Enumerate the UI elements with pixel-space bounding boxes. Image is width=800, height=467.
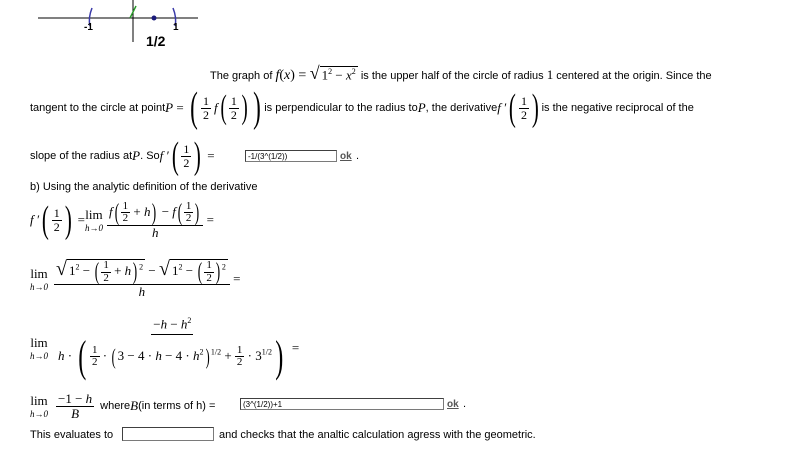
text-fragment: where	[100, 400, 131, 412]
answer-input-2[interactable]: (3^(1/2))+1	[240, 398, 444, 410]
text-fragment: is the negative reciprocal of the	[541, 102, 694, 114]
para1-line1: The graph of f(x) = √ $1^2 - x^2$ is the upper half of the circle of radius 1 centered at the origin. Since the	[210, 63, 712, 83]
part-b-heading: b) Using the analytic definition of the derivative	[30, 181, 258, 193]
ok-button-1[interactable]: ok	[340, 151, 352, 162]
number-line-graph	[30, 0, 210, 55]
period: .	[463, 398, 467, 410]
para1-line3: slope of the radius at P . So f ′ ( $\frac{1}{2}$ ) =	[30, 135, 215, 177]
final-text-start: This evaluates to	[30, 429, 114, 441]
text-fragment: , the derivative	[425, 102, 498, 114]
radius-value: 1	[546, 67, 554, 82]
point-p-dot	[152, 16, 157, 21]
period: .	[356, 150, 360, 162]
text-fragment: is the upper half of the circle of radius	[357, 70, 547, 82]
text-fragment: tangent to the circle at point	[30, 102, 166, 114]
tick-label-minus-one: -1	[84, 22, 93, 33]
ok-button-2[interactable]: ok	[447, 399, 459, 410]
para1-line2: tangent to the circle at point P = ( $\frac{1}{2}$ f ( $\frac{1}{2}$ ) ) is perpendicular to the radius to P , the derivative f ′ ( $\frac{1}{2}$ ) is the negative reciprocal of the	[30, 85, 694, 131]
text-fragment: (in terms of h) =	[138, 400, 216, 412]
final-text-end: and checks that the analtic calculation agress with the geometric.	[219, 429, 536, 441]
answer-input-1[interactable]: -1/(3^(1/2))	[245, 150, 337, 162]
tick-label-one: 1	[173, 22, 179, 33]
point-label-half: 1/2	[146, 33, 166, 49]
limit-step-4: lim h→0 $\frac{-1 - h}{B}$ where B (in terms of h) =	[30, 390, 216, 421]
derivative-definition: f ′ ( $\frac{1}{2}$ ) = lim h→0 f( $\frac{1}{2}$ + h) − f( $\frac{1}{2}$ ) h =	[30, 199, 214, 241]
answer-input-3[interactable]	[122, 427, 214, 441]
text-fragment: The graph of	[210, 70, 276, 82]
text-fragment: is perpendicular to the radius to	[264, 102, 418, 114]
text-fragment: centered at the origin. Since the	[553, 70, 712, 82]
limit-step-2: lim h→0 √ $1^2$ − ( $\frac{1}{2}$ + h) $^2$ − √ $1^2$ − ( $\frac{1}{2}$ ) $^2$ h =	[30, 258, 241, 300]
limit-step-3: lim h→0 $-h - h^2$ h · ( $\frac{1}{2}$ · ( $3 - 4 \cdot h - 4 \cdot h^2$) $^{1/2}$ + $\frac{1}{2}$ · $3^{1/2}$) =	[30, 316, 300, 381]
text-fragment: . So	[140, 150, 160, 162]
text-fragment: slope of the radius at	[30, 150, 133, 162]
